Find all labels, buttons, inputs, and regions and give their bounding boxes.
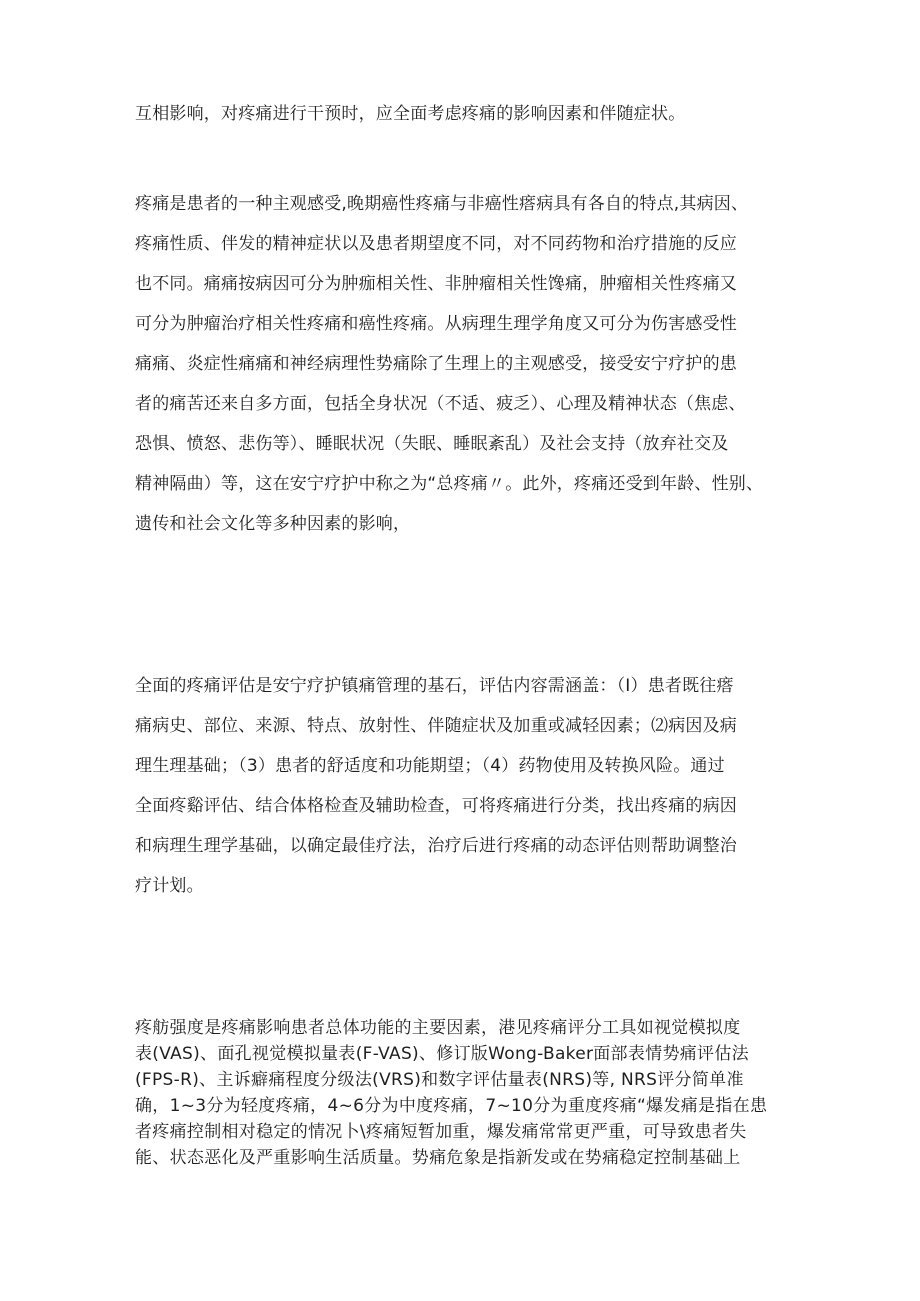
paragraph-1 bbox=[135, 100, 795, 140]
text-line: 精神隔曲）等，这在安宁疗护中称之为“总疼痛〃。此外，疼痛还受到年龄、性别、 bbox=[135, 474, 764, 494]
text-line: 疗计划。 bbox=[135, 876, 204, 896]
text-line: 痛病史、部位、来源、特点、放射性、伴随症状及加重或减轻因素；⑵病因及病 bbox=[135, 716, 737, 736]
text-line: 疼痛是患者的一种主观感受,晚期癌性疼痛与非癌性瘩病具有各自的特点,其病因、 bbox=[135, 194, 749, 214]
paragraph-2 bbox=[135, 190, 795, 550]
text-line: 也不同。痛痛按病因可分为肿痂相关性、非肿瘤相关性馋痛，肿瘤相关性疼痛又 bbox=[135, 274, 737, 294]
text-line: 可分为肿瘤治疗相关性疼痛和癌性疼痛。从病理生理学角度又可分为伤害感受性 bbox=[135, 314, 737, 334]
text-line: 痛痛、炎症性痛痛和神经病理性势痛除了生理上的主观感受，接受安宁疗护的患 bbox=[135, 354, 737, 374]
text-line: 疼舫强度是疼痛影响患者总体功能的主要因素，港见疼痛评分工具如视觉模拟度 bbox=[135, 1018, 741, 1038]
text-line: 全面疼谿评估、结合体格检查及辅助检查，可将疼痛进行分类，找出疼痛的病因 bbox=[135, 796, 737, 816]
text-line: 者疼痛控制相对稳定的情况卜\疼痛短暂加重，爆发痛常常更严重，可导致患者失 bbox=[135, 1122, 747, 1142]
text-line: 者的痛苦还来自多方面，包括全身状况（不适、疲乏）、心理及精神状态（焦虑、 bbox=[135, 394, 746, 414]
paragraph-4 bbox=[135, 1015, 795, 1171]
text-line: 遗传和社会文化等多种因素的影响， bbox=[135, 514, 411, 534]
paragraph-3 bbox=[135, 672, 795, 912]
text-line: 能、状态恶化及严重影响生活质量。势痛危象是指新发或在势痛稳定控制基础上 bbox=[135, 1148, 741, 1168]
text-line: 疼痛性质、伴发的精神症状以及患者期望度不同，对不同药物和治疗措施的反应 bbox=[135, 234, 737, 254]
text-line: 表(VAS)、面孔视觉模拟量表(F-VAS)、修订版Wong-Baker面部表情势痛评估法 bbox=[135, 1044, 749, 1064]
text-line: (FPS-R)、主诉癖痛程度分级法(VRS)和数字评估量表(NRS)等, NRS评分简单准 bbox=[135, 1070, 744, 1090]
text-line: 全面的疼痛评估是安宁疗护镇痛管理的基石，评估内容需涵盖：（I）患者既往瘩 bbox=[135, 676, 734, 696]
text-line: 互相影响，对疼痛进行干预时，应全面考虑疼痛的影响因素和伴随症状。 bbox=[135, 104, 686, 124]
text-line: 和病理生理学基础，以确定最佳疗法，治疗后进行疼痛的动态评估则帮助调整治 bbox=[135, 836, 737, 856]
text-line: 恐惧、愤怒、悲伤等）、睡眠状况（失眠、睡眠紊乱）及社会支持（放弃社交及 bbox=[135, 434, 729, 454]
text-line: 理生理基础；（3）患者的舒适度和功能期望；（4）药物使用及转换风险。通过 bbox=[135, 756, 725, 776]
text-line: 确，1~3分为轻度疼痛，4~6分为中度疼痛，7~10分为重度疼痛“爆发痛是指在患 bbox=[135, 1096, 768, 1116]
